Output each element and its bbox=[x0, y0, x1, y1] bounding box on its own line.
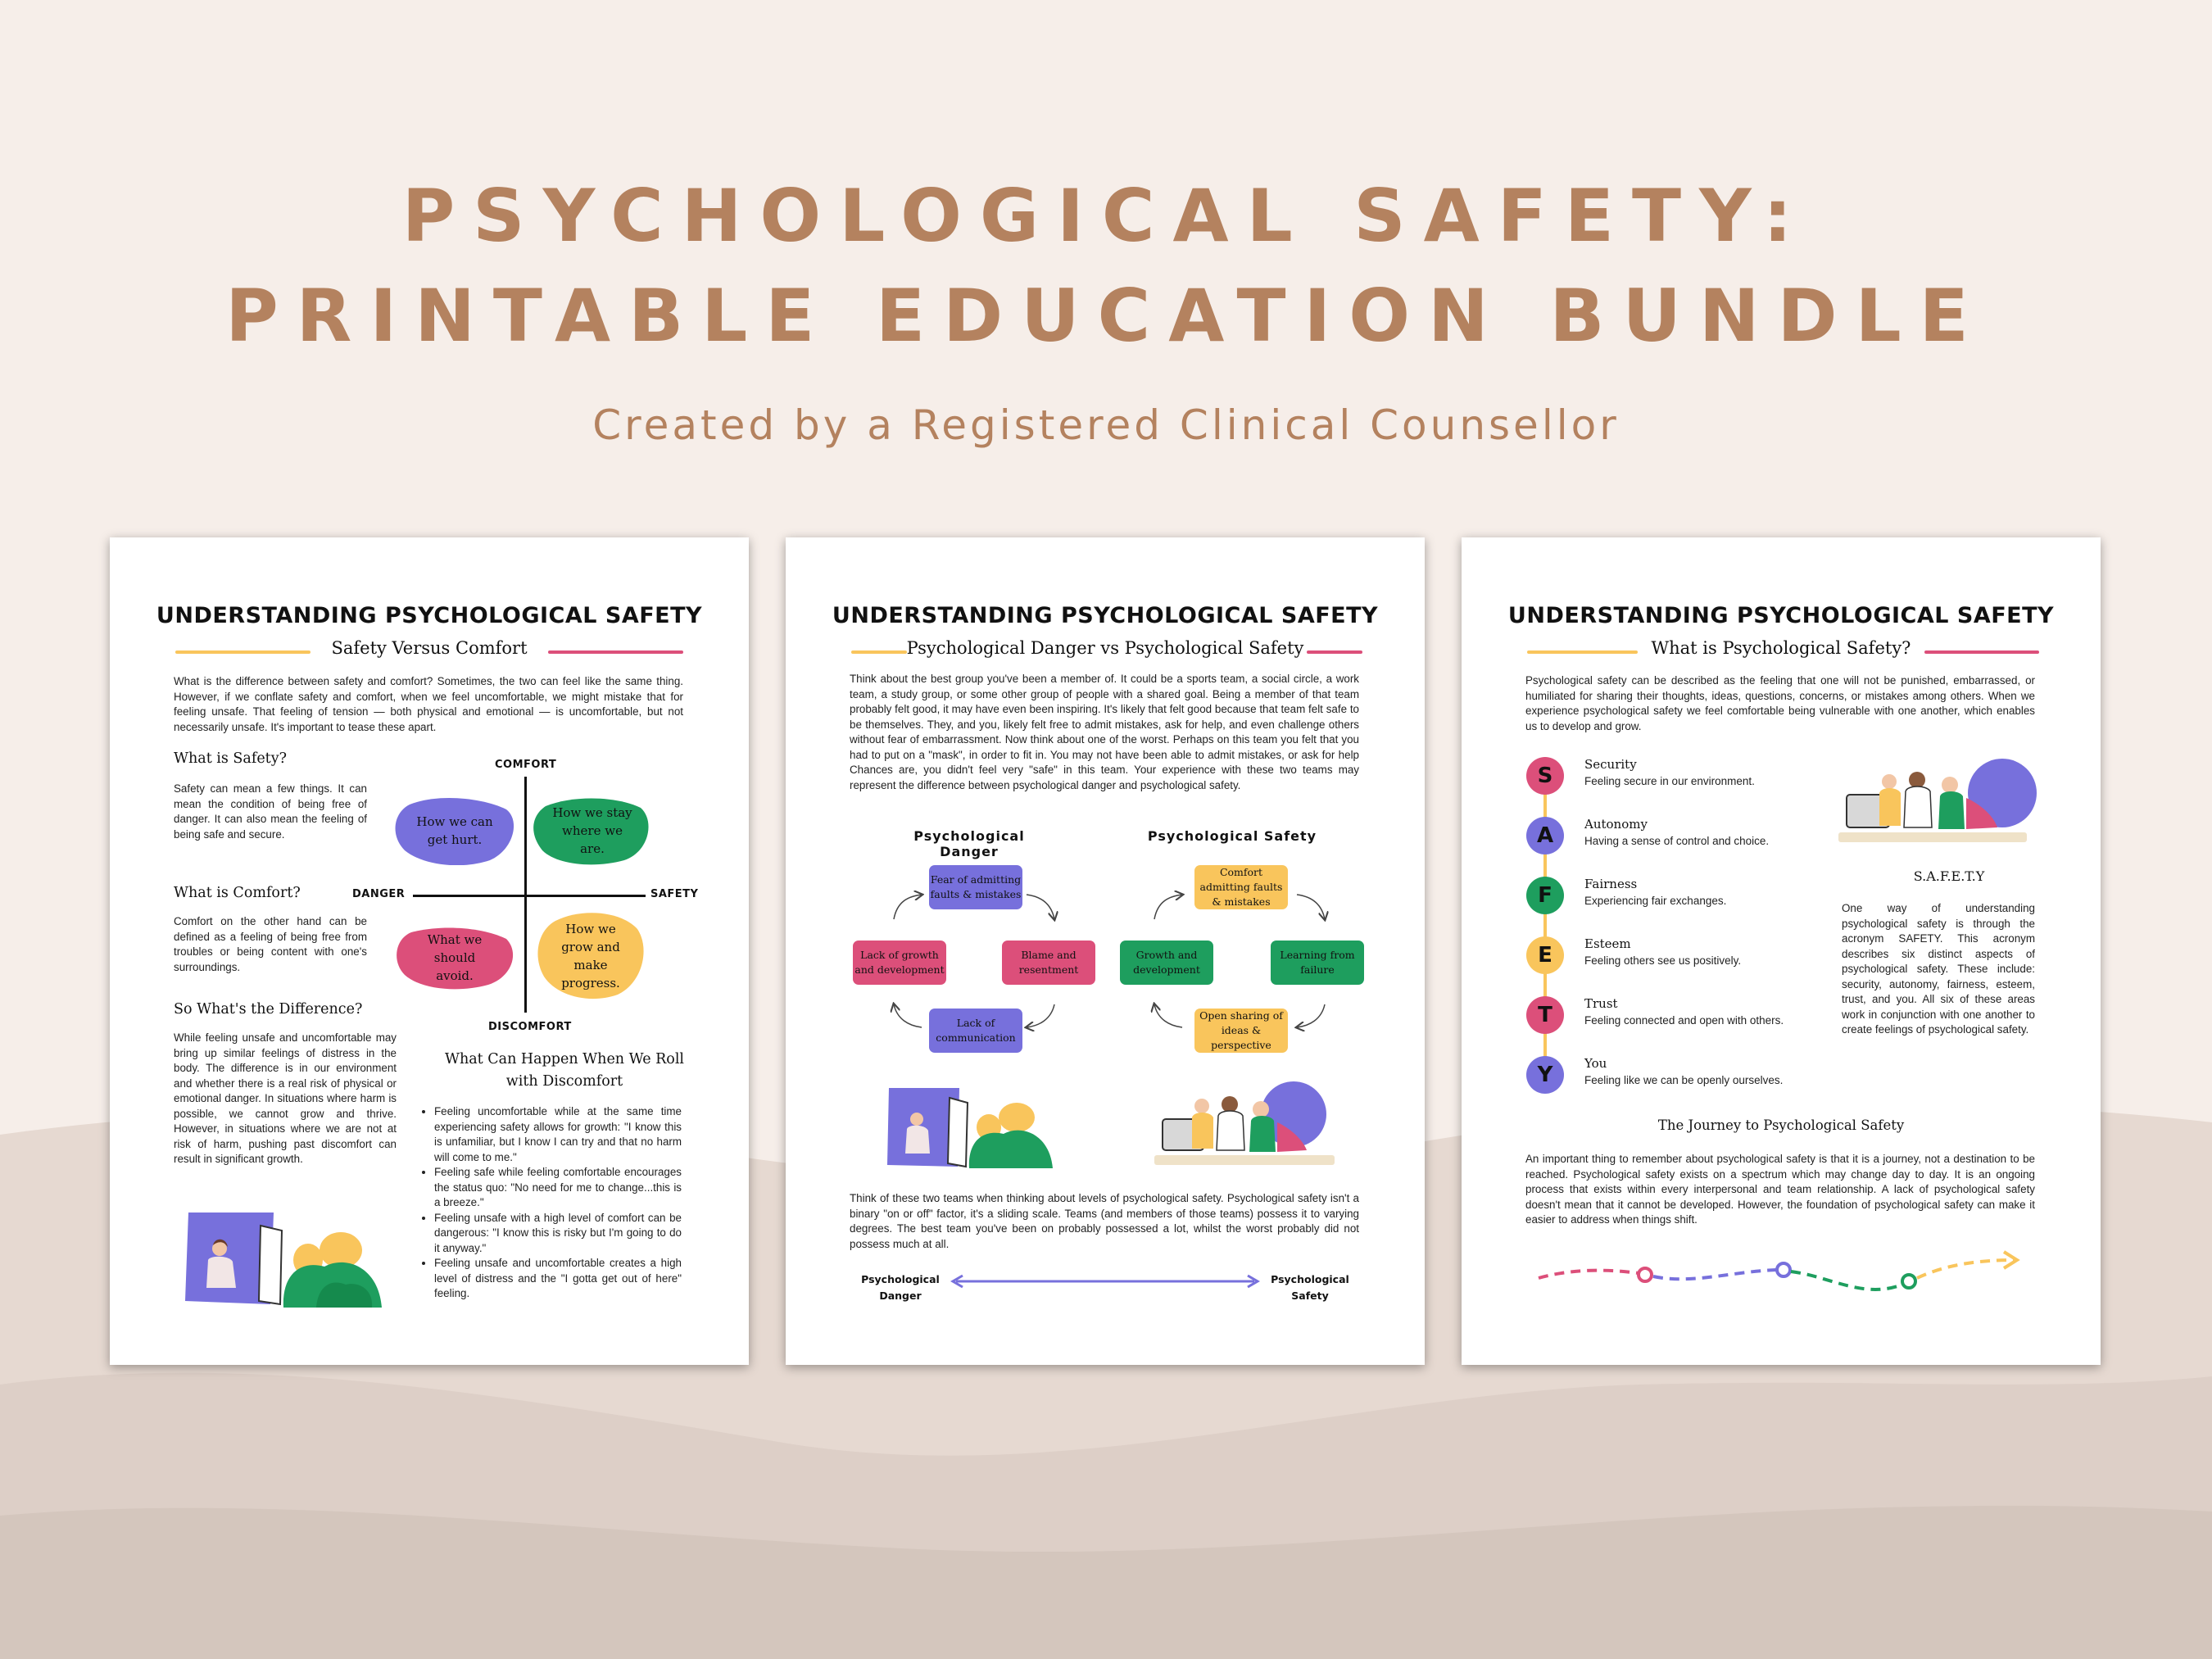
acronym-desc-fairness: Experiencing fair exchanges. bbox=[1584, 895, 1727, 907]
page-safety-vs-comfort bbox=[110, 537, 749, 1365]
pink-rule bbox=[1924, 650, 2039, 654]
acronym-title-autonomy: Autonomy bbox=[1584, 817, 1648, 832]
page-title: UNDERSTANDING PSYCHOLOGICAL SAFETY bbox=[1507, 603, 2055, 628]
quadrant-hurt bbox=[393, 796, 516, 865]
letter-a-badge: A bbox=[1526, 817, 1564, 854]
difference-text: While feeling unsafe and uncomfortable may bring up similar feelings of distress in the body. The difference is in our environment and whether there is a real risk of physical or emotional danger. In situations where harm is possible, we cannot grow and thrive. However, in situations where we are not at risk of harm, pushing past discomfort can result in significant growth. bbox=[174, 1031, 397, 1165]
danger-step-growth: Lack of growth and development bbox=[853, 941, 946, 985]
letter-f-badge: F bbox=[1526, 877, 1564, 914]
outro-text: Think of these two teams when thinking about levels of psychological safety. Psychological safety isn't a binary "on or off" factor, it's a sliding scale. Teams (and members of those teams) possess it to varying degrees. The best team you've been on probably possessed a lot, whilst the worst probably did not possess much at all. bbox=[850, 1192, 1359, 1250]
danger-heading: Psychological Danger bbox=[913, 828, 1025, 859]
safety-step-sharing: Open sharing of ideas & perspective bbox=[1194, 1009, 1288, 1053]
quadrant-grow bbox=[536, 911, 646, 1001]
safety-step-learning: Learning from failure bbox=[1271, 941, 1364, 985]
hero-subtitle: Created by a Registered Clinical Counsellor bbox=[592, 401, 1620, 449]
acronym-title-security: Security bbox=[1584, 757, 1637, 772]
roll-with-discomfort-heading: What Can Happen When We Roll with Discomfort bbox=[444, 1051, 685, 1090]
journey-heading: The Journey to Psychological Safety bbox=[1657, 1117, 1905, 1133]
axis-safety-label: SAFETY bbox=[650, 888, 699, 900]
page-title: UNDERSTANDING PSYCHOLOGICAL SAFETY bbox=[156, 603, 703, 628]
letter-t-badge: T bbox=[1526, 996, 1564, 1034]
quadrant-stay-text: How we stay where we are. bbox=[552, 805, 632, 856]
journey-path bbox=[1535, 1249, 2027, 1298]
sliding-scale-arrow bbox=[950, 1273, 1261, 1290]
letter-s-badge: S bbox=[1526, 757, 1564, 795]
difference-heading: So What's the Difference? bbox=[174, 1001, 363, 1018]
quadrant-grow-text: How we grow and make progress. bbox=[561, 922, 620, 990]
safety-step-development: Growth and development bbox=[1120, 941, 1213, 985]
journey-text: An important thing to remember about psychological safety is that it is a journey, not a destination to be reached. Psychological safety exists on a spectrum which may change day to day. It is an ongoing process that exists within every interpersonal and team relationship. A lack of psychological safety doesn't mean that it cannot be developed. However, the foundation of psychological safety can make it easier to address when things shift. bbox=[1525, 1153, 2035, 1226]
page-subtitle: Psychological Danger vs Psychological Safety bbox=[906, 638, 1304, 658]
page-subtitle: What is Psychological Safety? bbox=[1651, 638, 1911, 658]
team-celebration-illustration bbox=[1838, 752, 2043, 847]
page-what-is-safety bbox=[1462, 537, 2101, 1365]
axis-danger-label: DANGER bbox=[352, 888, 406, 900]
safety-step-comfort: Comfort admitting faults & mistakes bbox=[1194, 865, 1288, 909]
axis-comfort-label: COMFORT bbox=[495, 759, 557, 771]
doorway-illustration bbox=[887, 1085, 1059, 1170]
safety-heading: What is Safety? bbox=[174, 750, 287, 767]
hero-title-line2: PRINTABLE EDUCATION BUNDLE bbox=[225, 274, 1987, 358]
page-title: UNDERSTANDING PSYCHOLOGICAL SAFETY bbox=[832, 603, 1379, 628]
comfort-heading: What is Comfort? bbox=[174, 885, 301, 901]
danger-step-blame: Blame and resentment bbox=[1002, 941, 1095, 985]
acronym-desc-autonomy: Having a sense of control and choice. bbox=[1584, 835, 1770, 847]
quadrant-avoid-text: What we should avoid. bbox=[427, 932, 483, 983]
intro-text: Psychological safety can be described as the feeling that one will not be punished, embarrassed, or humiliated for sharing their thoughts, ideas, questions, concerns, or mistakes among others. When we experience psychological safety we feel comfortable being vulnerable with one another, which enables us to develop and grow. bbox=[1525, 674, 2035, 732]
danger-step-fear: Fear of admitting faults & mistakes bbox=[929, 865, 1022, 909]
bullet-item: • Feeling unsafe and uncomfortable creates a high level of distress and the "I gotta get out of here" feeling. bbox=[434, 1256, 682, 1302]
acronym-desc-trust: Feeling connected and open with others. bbox=[1584, 1014, 1784, 1027]
acronym-title-fairness: Fairness bbox=[1584, 877, 1638, 891]
quadrant-stay bbox=[533, 796, 652, 865]
bullet-item: • Feeling uncomfortable while at the same time experiencing safety allows for growth: "I know this is unfamiliar, but I know I can try and that no harm will come to me." bbox=[434, 1104, 682, 1165]
acronym-title-trust: Trust bbox=[1584, 996, 1618, 1011]
acronym-desc-you: Feeling like we can be openly ourselves. bbox=[1584, 1074, 1784, 1086]
acronym-title-esteem: Esteem bbox=[1584, 936, 1631, 951]
pink-rule bbox=[548, 650, 683, 654]
acronym-desc-esteem: Feeling others see us positively. bbox=[1584, 954, 1742, 967]
quadrant-avoid bbox=[393, 926, 516, 990]
intro-text: What is the difference between safety and comfort? Sometimes, the two can feel like the same thing. However, if we conflate safety and comfort, when we feel uncomfortable, we might mistake that for feeling unsafe. That feeling of tension — both physical and emotional — is uncomfortable, but not necessarily unsafe. It's important to tease these apart. bbox=[174, 675, 683, 733]
acronym-desc-security: Feeling secure in our environment. bbox=[1584, 775, 1755, 787]
axis-discomfort-label: DISCOMFORT bbox=[488, 1021, 572, 1033]
doorway-illustration bbox=[185, 1209, 393, 1311]
scale-safety-label: Psychological Safety bbox=[1271, 1273, 1349, 1302]
letter-y-badge: Y bbox=[1526, 1056, 1564, 1094]
safety-heading: Psychological Safety bbox=[1147, 828, 1317, 844]
page-danger-vs-safety bbox=[786, 537, 1425, 1365]
horizontal-axis bbox=[413, 895, 646, 897]
quadrant-hurt-text: How we can get hurt. bbox=[416, 814, 493, 847]
acronym-title-you: You bbox=[1584, 1056, 1607, 1071]
discomfort-bullets bbox=[419, 1104, 682, 1302]
safety-text: Safety can mean a few things. It can mean the condition of being free of danger. It can also mean the feeling of being safe and secure. bbox=[174, 782, 367, 841]
bullet-item: • Feeling safe while feeling comfortable encourages the status quo: "No need for me to change...this is a breeze." bbox=[434, 1165, 682, 1211]
page-subtitle: Safety Versus Comfort bbox=[331, 638, 528, 658]
bullet-item: • Feeling unsafe with a high level of comfort can be dangerous: "I know this is risky but I'm going to do it anyway." bbox=[434, 1211, 682, 1257]
pink-rule bbox=[1307, 650, 1362, 654]
intro-text: Think about the best group you've been a member of. It could be a sports team, a social circle, a work team, a study group, or some other group of people with a shared goal. Being a member of that team probably felt good, it may have even been inspiring. It's likely that felt good because that team felt safe to be themselves. They, and you, likely felt free to admit mistakes, ask for help, and even challenge others without fear of embarrassment. Now think about one of the worst. Perhaps on this team you felt that you had to put on a "mask", in order to fit in. You may not have been able to admit mistakes, or ask for help Chances are, you didn't feel very "safe" in this team. Your experience with these two teams may represent the difference between psychological danger and psychological safety. bbox=[850, 673, 1359, 791]
danger-step-communication: Lack of communication bbox=[929, 1009, 1022, 1053]
safety-acronym-heading: S.A.F.E.T.Y bbox=[1913, 868, 1985, 884]
team-celebration-illustration bbox=[1154, 1077, 1351, 1172]
hero-title-line1: PSYCHOLOGICAL SAFETY: bbox=[401, 174, 1811, 258]
letter-e-badge: E bbox=[1526, 936, 1564, 974]
safety-acronym-text: One way of understanding psychological safety is through the acronym SAFETY. This acronym describes six distinct aspects of psychological safety. These include: security, autonomy, fairness, esteem, trust, and you. All six of these areas work in conjunction with one another to create feelings of psychological safety. bbox=[1842, 902, 2035, 1036]
scale-danger-label: Psychological Danger bbox=[861, 1273, 940, 1302]
comfort-text: Comfort on the other hand can be defined as a feeling of being free from troubles or being content with one's surroundings. bbox=[174, 915, 367, 973]
